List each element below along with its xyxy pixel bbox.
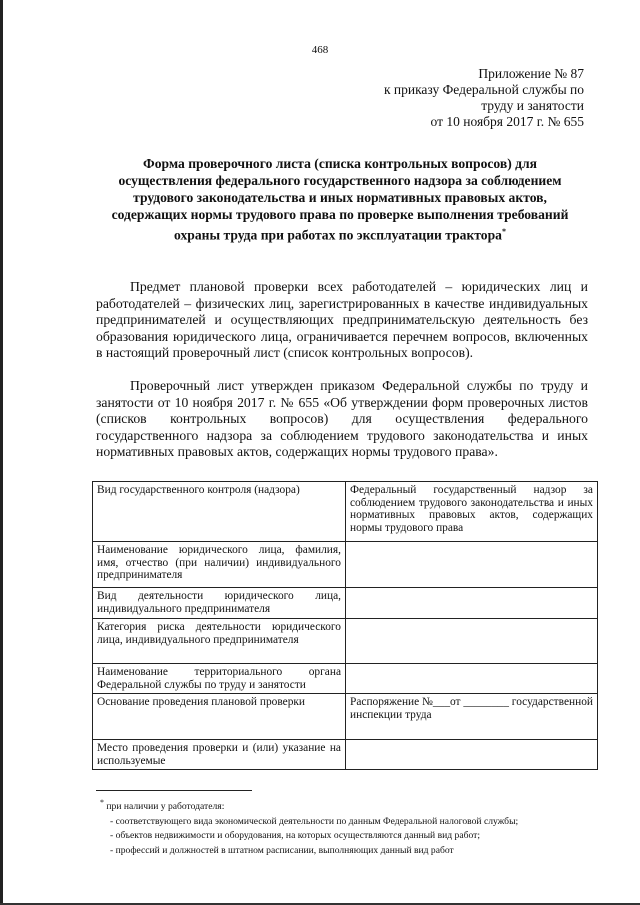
table-row (93, 588, 598, 619)
checklist-form-table (92, 481, 598, 770)
paragraph-1-text: Предмет плановой проверки всех работодателей – юридических лиц и работодателей – физических лиц, зарегистрированных в качестве индивидуальных предпринимателей и осуществляющих предпринимательскую деятельность без образования юридического лица, ограничивается перечнем вопросов, включенных в настоящий проверочный лист (список контрольных вопросов). (96, 279, 588, 361)
appendix-line-3: труду и занятости (481, 98, 584, 113)
document-title (100, 155, 580, 244)
table-row (93, 740, 598, 770)
footnote-item: - соответствующего вида экономической деятельности по данным Федеральной налоговой службы; (110, 815, 519, 827)
row-label: Наименование территориального органа Федеральной службы по труду и занятости (93, 664, 346, 694)
table-row (93, 694, 598, 740)
appendix-line-4: от 10 ноября 2017 г. № 655 (430, 114, 584, 129)
page-edge (0, 0, 3, 905)
appendix-line-2: к приказу Федеральной службы по (383, 82, 584, 97)
appendix-line-1: Приложение № 87 (478, 66, 584, 81)
row-label: Категория риска деятельности юридического лица, индивидуального предпринимателя (93, 619, 346, 664)
paragraph-2-text: Проверочный лист утвержден приказом Федеральной службы по труду и занятости от 10 ноября 2017 г. № 655 «Об утверждении форм проверочных листов (списков контрольных вопросов) для осуществления федерального государственного надзора за соблюдением трудового законодательства и иных нормативных правовых актов, содержащих нормы трудового права». (96, 378, 588, 460)
title-text: Форма проверочного листа (списка контрольных вопросов) для осуществления федерального государственного надзора за соблюдением трудового законодательства и иных нормативных правовых актов, содержащих нормы трудового права по проверке выполнения требований охраны труда при работах по эксплуатации трактора (111, 156, 569, 243)
row-label: Место проведения проверки и (или) указание на используемые (93, 740, 346, 770)
row-value: Федеральный государственный надзор за соблюдением трудового законодательства и иных нормативных правовых актов, содержащих нормы трудового права (346, 482, 598, 542)
paragraph-approval (96, 378, 588, 461)
row-value (346, 619, 598, 664)
row-label: Вид государственного контроля (надзора) (93, 482, 346, 542)
table-row (93, 482, 598, 542)
title-footnote-mark: * (501, 227, 506, 236)
row-label: Вид деятельности юридического лица, индивидуального предпринимателя (93, 588, 346, 619)
paragraph-subject (96, 279, 588, 362)
footnote-intro: при наличии у работодателя: (106, 801, 225, 813)
table-row (93, 542, 598, 588)
footnote-separator (96, 790, 252, 791)
footnote-item: - объектов недвижимости и оборудования, на которых осуществляются данный вид работ; (110, 830, 480, 842)
row-label: Наименование юридического лица, фамилия, имя, отчество (при наличии) индивидуального предпринимателя (93, 542, 346, 588)
footnote (100, 796, 518, 858)
row-value (346, 740, 598, 770)
row-value (346, 664, 598, 694)
appendix-header (384, 66, 584, 130)
page-number: 468 (311, 44, 329, 56)
row-value (346, 588, 598, 619)
row-label: Основание проведения плановой проверки (93, 694, 346, 740)
footnote-mark: * (100, 798, 104, 807)
footnote-item: - профессий и должностей в штатном расписании, выполняющих данный вид работ (110, 844, 454, 856)
row-value (346, 542, 598, 588)
table-row (93, 619, 598, 664)
row-value: Распоряжение №___от ________ государственной инспекции труда (346, 694, 598, 740)
table-row (93, 664, 598, 694)
